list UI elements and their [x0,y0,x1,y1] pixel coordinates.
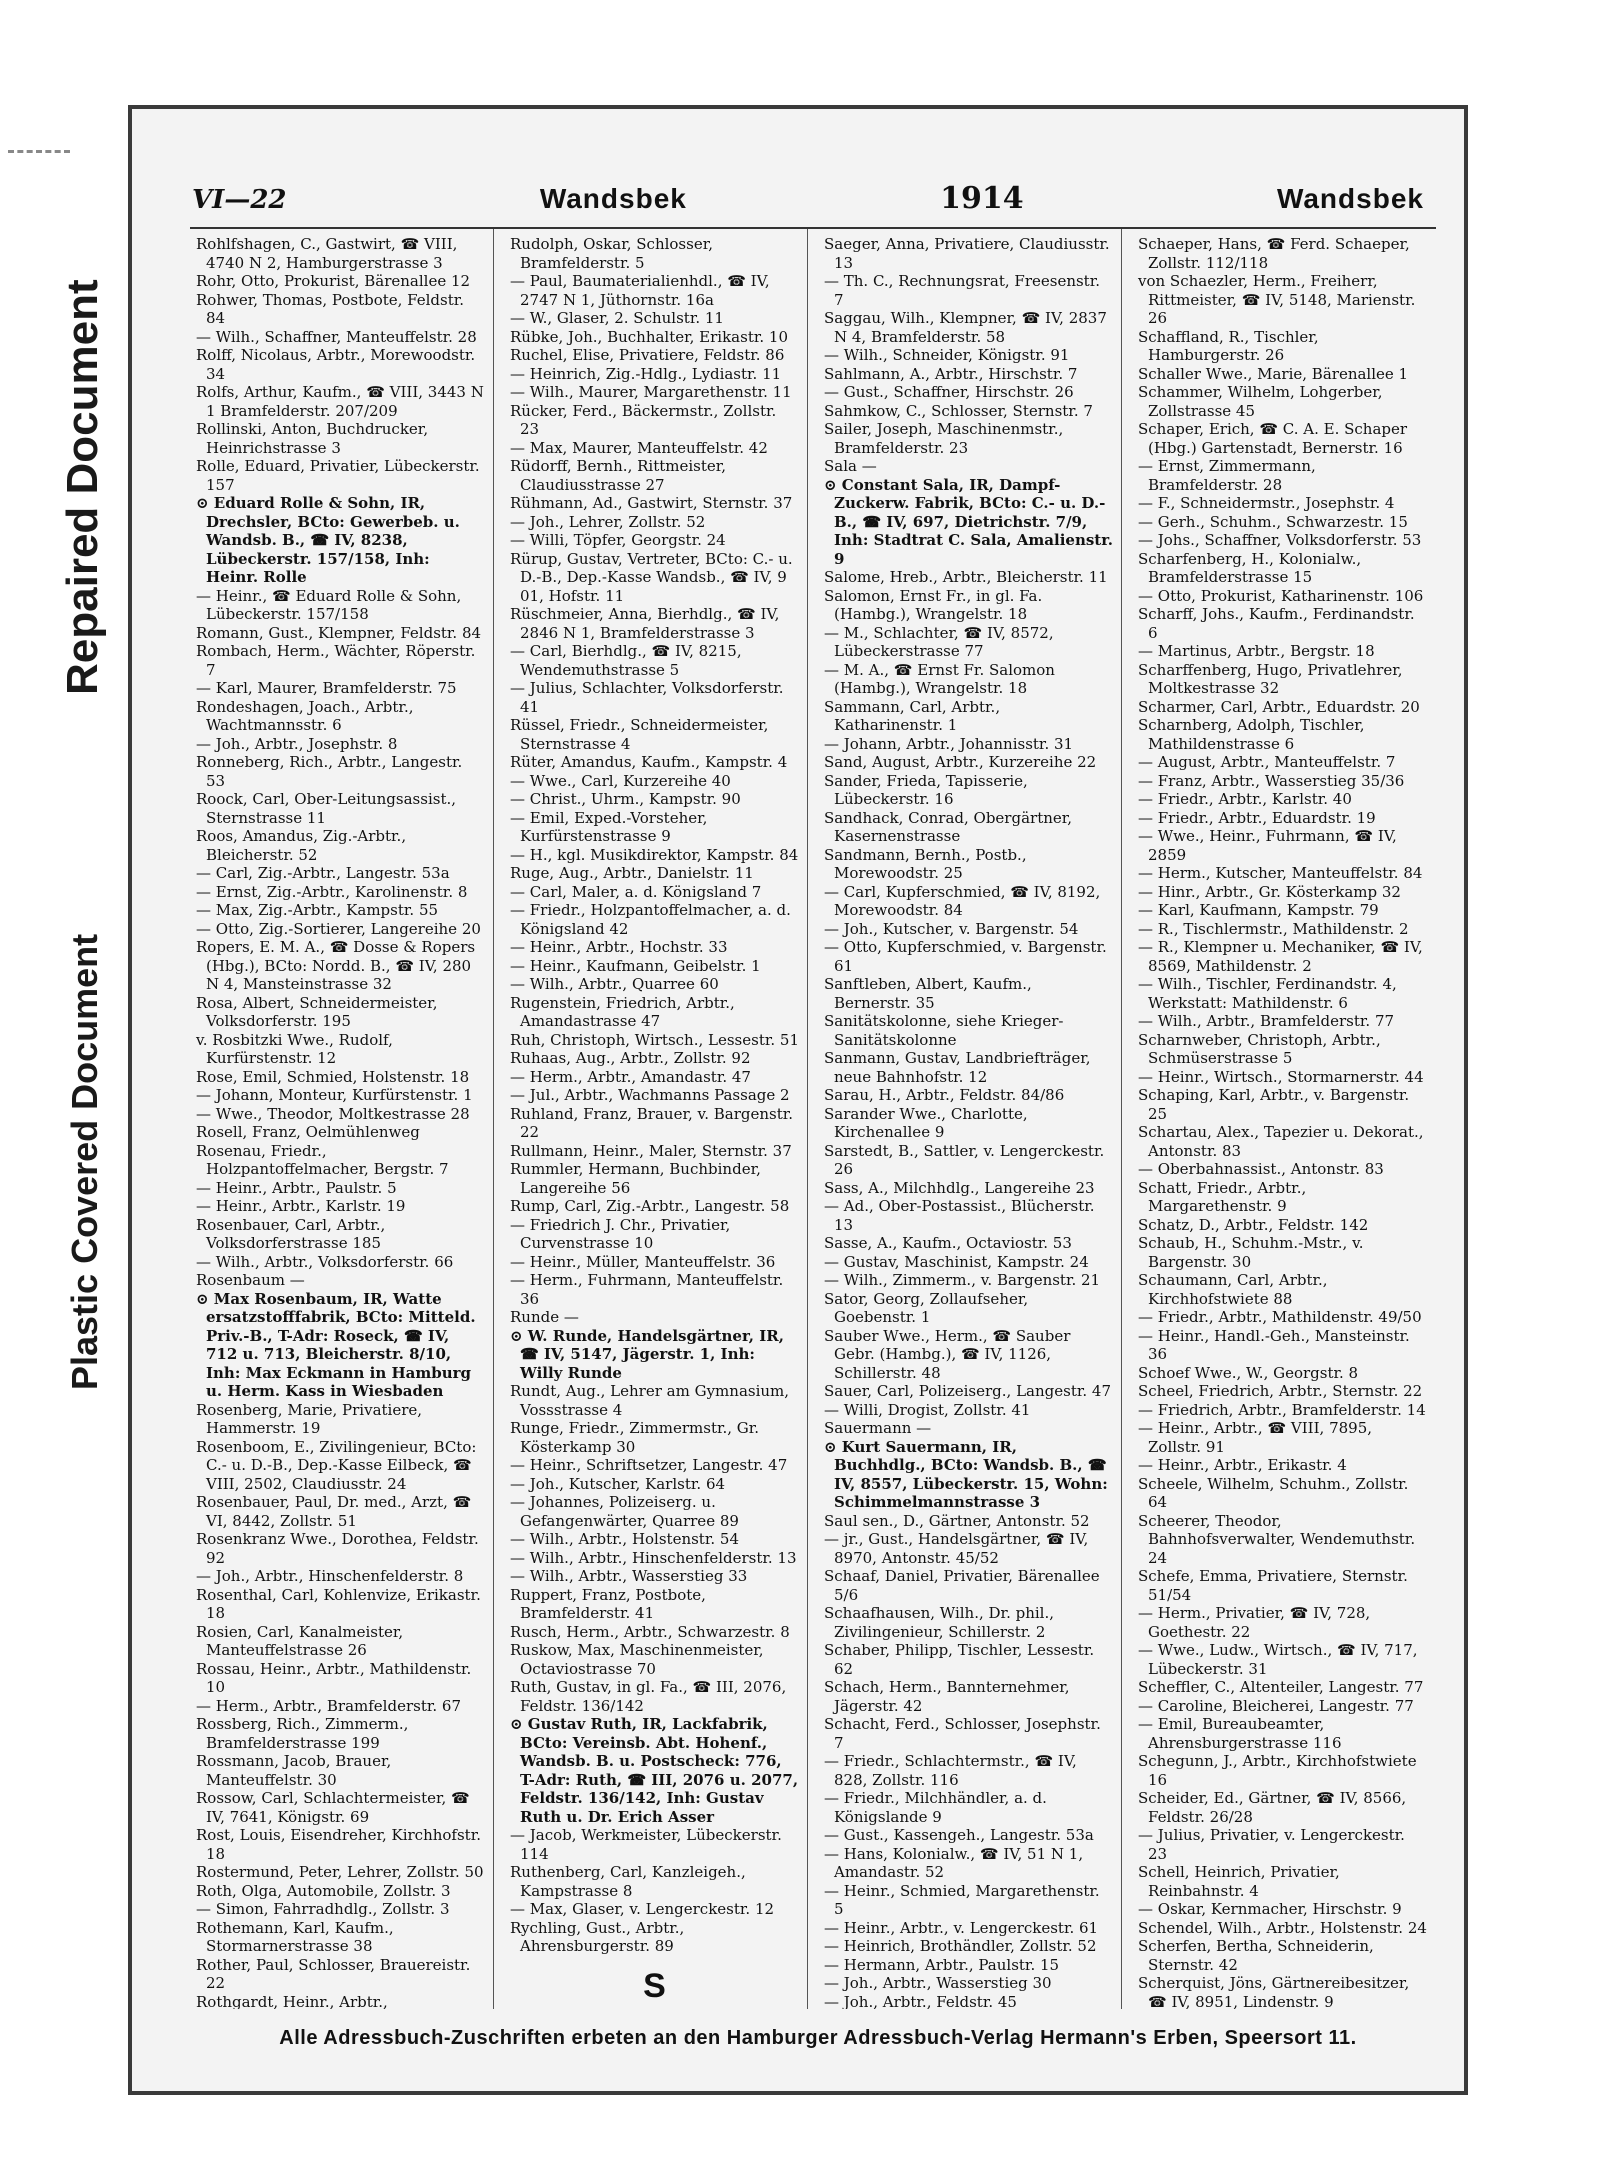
directory-entry: — Hinr., Arbtr., Gr. Kösterkamp 32 [1138,882,1401,901]
directory-entry: — Carl, Maler, a. d. Königsland 7 [510,882,762,901]
directory-entry: — Simon, Fahrradhdlg., Zollstr. 3 [196,1900,450,1918]
directory-entry: — Julius, Schlachter, Volksdorferstr. 41 [510,679,784,716]
directory-entry: — Johannes, Polizeiserg. u. Gefangenwärter, Quarree 89 [510,1493,739,1530]
directory-entry: — Willi, Drogist, Zollstr. 41 [824,1400,1031,1419]
directory-entry: Schammer, Wilhelm, Lohgerber, Zollstrasse 45 [1138,383,1383,420]
directory-entry: Schaper, Erich, ☎ C. A. E. Schaper (Hbg.) Gartenstadt, Bernerstr. 16 [1138,420,1408,457]
directory-entry: — Christ., Uhrm., Kampstr. 90 [510,790,741,808]
directory-entry: Rossau, Heinr., Arbtr., Mathildenstr. 10 [196,1659,472,1696]
directory-entry: Ruthenberg, Carl, Kanzleigeh., Kampstrasse 8 [510,1863,746,1900]
directory-entry: Scharff, Johs., Kaufm., Ferdinandstr. 6 [1138,605,1415,642]
directory-entry: Schoef Wwe., W., Georgstr. 8 [1138,1363,1359,1382]
directory-entry: ⊙ Eduard Rolle & Sohn, IR, Drechsler, BCto: Gewerbeb. u. Wandsb. B., ☎ IV, 8238, Lübeckerstr. 157/158, Inh: Heinr. Rolle [196,494,460,586]
directory-entry: — M. A., ☎ Ernst Fr. Salomon (Hambg.), Wrangelstr. 18 [824,660,1055,697]
directory-entry: — Herm., Fuhrmann, Manteuffelstr. 36 [510,1271,784,1308]
directory-entry: — Karl, Maurer, Bramfelderstr. 75 [196,679,457,697]
directory-entry: Roos, Amandus, Zig.-Arbtr., Bleicherstr. 52 [196,827,407,864]
directory-entry: Schaumann, Carl, Arbtr., Kirchhofstwiete 88 [1138,1271,1328,1308]
header-title-right: Wandsbek [1276,183,1424,214]
directory-entry: Ruge, Aug., Arbtr., Danielstr. 11 [510,864,754,882]
column-3 [818,229,1122,2009]
directory-entry: Rundt, Aug., Lehrer am Gymnasium, Vossstrasse 4 [510,1382,790,1419]
directory-entry: — Jul., Arbtr., Wachmanns Passage 2 [510,1086,790,1104]
directory-entry: — Heinr., Schriftsetzer, Langestr. 47 [510,1456,788,1474]
directory-entry: Runde — [510,1308,579,1326]
directory-entry: — Willi, Töpfer, Georgstr. 24 [510,531,726,549]
directory-entry: Ruhland, Franz, Brauer, v. Bargenstr. 22 [510,1104,794,1141]
directory-entry: — Max, Maurer, Manteuffelstr. 42 [510,438,768,457]
directory-entry: — Friedr., Arbtr., Mathildenstr. 49/50 [1138,1308,1422,1326]
directory-entry: — Johann, Arbtr., Johannisstr. 31 [824,734,1074,753]
directory-entry: Schaping, Karl, Arbtr., v. Bargenstr. 25 [1138,1086,1410,1123]
directory-entry: Scheel, Friedrich, Arbtr., Sternstr. 22 [1138,1382,1423,1400]
directory-entry: Scharmer, Carl, Arbtr., Eduardstr. 20 [1138,697,1420,716]
repaired-document-label: Repaired Document [58,279,107,695]
directory-entry: — Wilh., Arbtr., Bramfelderstr. 77 [1138,1012,1395,1030]
directory-entry: — Joh., Arbtr., Wasserstieg 30 [824,1974,1052,1992]
directory-entry: Romann, Gust., Klempner, Feldstr. 84 [196,623,482,642]
directory-entry: Schaeper, Hans, ☎ Ferd. Schaeper, Zollstr. 112/118 [1138,235,1410,272]
directory-entry: Roock, Carl, Ober-Leitungsassist., Sternstrasse 11 [196,790,457,827]
directory-entry: — Heinr., Kaufmann, Geibelstr. 1 [510,956,761,975]
directory-entry: Schaffland, R., Tischler, Hamburgerstr. 26 [1138,327,1319,364]
directory-entry: — Gerh., Schuhm., Schwarzestr. 15 [1138,512,1408,531]
directory-entry: — Hermann, Arbtr., Paulstr. 15 [824,1955,1060,1974]
directory-entry: — Joh., Arbtr., Feldstr. 45 [824,1992,1017,2009]
directory-entry: — Heinr., Arbtr., Paulstr. 5 [196,1178,397,1197]
column-4 [1132,229,1436,2009]
directory-entry: — Jacob, Werkmeister, Lübeckerstr. 114 [510,1826,782,1863]
directory-entry: Ruskow, Max, Maschinenmeister, Octaviostrasse 70 [510,1641,764,1678]
directory-entry: Rollinski, Anton, Buchdrucker, Heinrichstrasse 3 [196,420,429,457]
directory-entry: Saul sen., D., Gärtner, Antonstr. 52 [824,1511,1090,1530]
directory-entry: Rosenbaum — [196,1271,305,1289]
directory-entry: Sammann, Carl, Arbtr., Katharinenstr. 1 [824,697,1001,734]
directory-entry: Saggau, Wilh., Klempner, ☎ IV, 2837 N 4, Bramfelderstr. 58 [824,309,1107,346]
directory-entry: — Karl, Kaufmann, Kampstr. 79 [1138,901,1379,919]
directory-entry: Ruchel, Elise, Privatiere, Feldstr. 86 [510,346,785,364]
directory-entry: Sahlmann, A., Arbtr., Hirschstr. 7 [824,364,1078,383]
directory-entry: Rothgardt, Heinr., Arbtr., [196,1992,388,2009]
directory-entry: — W., Glaser, 2. Schulstr. 11 [510,309,724,327]
directory-entry: Schell, Heinrich, Privatier, Reinbahnstr. 4 [1138,1863,1340,1900]
directory-entry: Rose, Emil, Schmied, Holstenstr. 18 [196,1067,470,1086]
directory-entry: — Gust., Schaffner, Hirschstr. 26 [824,383,1074,401]
directory-entry: Schefe, Emma, Privatiere, Sternstr. 51/54 [1138,1567,1408,1604]
directory-entry: — H., kgl. Musikdirektor, Kampstr. 84 [510,845,799,864]
directory-entry: Salomon, Ernst Fr., in gl. Fa. (Hambg.), Wrangelstr. 18 [824,586,1043,623]
directory-entry: — Wilh., Arbtr., Holstenstr. 54 [510,1530,739,1548]
page-header [192,181,1424,223]
directory-entry: — Oberbahnassist., Antonstr. 83 [1138,1160,1384,1178]
directory-entry: Ropers, E. M. A., ☎ Dosse & Ropers (Hbg.), BCto: Nordd. B., ☎ IV, 280 N 4, Mansteinstrasse 32 [196,938,476,993]
directory-entry: Scharfenberg, H., Kolonialw., Bramfelderstrasse 15 [1138,549,1362,586]
directory-entry: Rost, Louis, Eisendreher, Kirchhofstr. 18 [196,1826,481,1863]
directory-entry: — Herm., Privatier, ☎ IV, 728, Goethestr. 22 [1138,1604,1371,1641]
directory-entry: Rothemann, Karl, Kaufm., Stormarnerstrasse 38 [196,1918,394,1955]
directory-entry: — Hans, Kolonialw., ☎ IV, 51 N 1, Amandastr. 52 [824,1844,1084,1881]
plastic-covered-label: Plastic Covered Document [64,933,105,1390]
page-number: VI—22 [192,185,287,215]
directory-entry: Sander, Frieda, Tapisserie, Lübeckerstr. 16 [824,771,1028,808]
directory-entry: — Carl, Zig.-Arbtr., Langestr. 53a [196,864,450,882]
directory-entry: — Wilh., Arbtr., Volksdorferstr. 66 [196,1252,454,1271]
directory-entry: Rosenbauer, Paul, Dr. med., Arzt, ☎ VI, 8442, Zollstr. 51 [196,1493,472,1530]
directory-entry: Rosell, Franz, Oelmühlenweg [196,1123,420,1141]
side-labels [30,120,120,1390]
directory-entry: Sarstedt, B., Sattler, v. Lengerckestr. 26 [824,1141,1105,1178]
directory-entry: — Wilh., Arbtr., Wasserstieg 33 [510,1567,748,1585]
directory-entry: — jr., Gust., Handelsgärtner, ☎ IV, 8970, Antonstr. 45/52 [824,1530,1089,1567]
directory-entry: — Friedr., Schlachtermstr., ☎ IV, 828, Zollstr. 116 [824,1752,1077,1789]
directory-entry: — Heinr., Handl.-Geh., Mansteinstr. 36 [1138,1326,1410,1363]
directory-entry: ⊙ Gustav Ruth, IR, Lackfabrik, BCto: Vereinsb. Abt. Hohenf., Wandsb. B. u. Postscheck: 776, T-Adr: Ruth, ☎ III, 2076 u. 2077, Feldstr. 136/142, Inh: Gustav Ruth u. Dr. Erich Asser [510,1715,799,1826]
directory-entry: — Heinr., Arbtr., ☎ VIII, 7895, Zollstr. 91 [1138,1419,1373,1456]
directory-entry: Schaaf, Daniel, Privatier, Bärenallee 5/6 [824,1567,1100,1604]
directory-entry: Runge, Friedr., Zimmermstr., Gr. Kösterkamp 30 [510,1419,760,1456]
directory-entry: Rosenkranz Wwe., Dorothea, Feldstr. 92 [196,1530,479,1567]
directory-entry: — Heinrich, Zig.-Hdlg., Lydiastr. 11 [510,364,782,383]
directory-entry: — Ad., Ober-Postassist., Blücherstr. 13 [824,1197,1095,1234]
directory-entry: Schaafhausen, Wilh., Dr. phil., Zivilingenieur, Schillerstr. 2 [824,1604,1055,1641]
directory-entry: Rüdorff, Bernh., Rittmeister, Claudiusstrasse 27 [510,457,727,494]
directory-entry: ⊙ W. Runde, Handelsgärtner, IR, ☎ IV, 5147, Jägerstr. 1, Inh: Willy Runde [510,1326,784,1382]
column-2 [504,229,808,2009]
directory-entry: — Heinr., Müller, Manteuffelstr. 36 [510,1252,776,1271]
directory-entry: Rudolph, Oskar, Schlosser, Bramfelderstr. 5 [510,235,713,272]
directory-entry: Rossow, Carl, Schlachtermeister, ☎ IV, 7641, Königstr. 69 [196,1789,470,1826]
directory-entry: Scheerer, Theodor, Bahnhofsverwalter, Wendemuthstr. 24 [1138,1511,1416,1567]
directory-entry: Rübke, Joh., Buchhalter, Erikastr. 10 [510,327,788,346]
directory-entry: Sanitätskolonne, siehe Krieger-Sanitätskolonne [824,1012,1064,1049]
directory-entry: — Friedrich, Arbtr., Bramfelderstr. 14 [1138,1400,1426,1419]
directory-entry: Rostermund, Peter, Lehrer, Zollstr. 50 [196,1863,484,1881]
directory-entry: Scheele, Wilhelm, Schuhm., Zollstr. 64 [1138,1474,1409,1511]
directory-entry: — Max, Glaser, v. Lengerckestr. 12 [510,1900,775,1918]
directory-entry: Rosenthal, Carl, Kohlenvize, Erikastr. 18 [196,1585,481,1622]
directory-entry: Rolfs, Arthur, Kaufm., ☎ VIII, 3443 N 1 Bramfelderstr. 207/209 [196,383,484,420]
directory-entry: Schendel, Wilh., Arbtr., Holstenstr. 24 [1138,1918,1427,1937]
directory-entry: Sailer, Joseph, Maschinenmstr., Bramfelderstr. 23 [824,420,1064,457]
directory-entry: — Wilh., Tischler, Ferdinandstr. 4, Werkstatt: Mathildenstr. 6 [1138,975,1397,1012]
directory-entry: — Heinr., Arbtr., Karlstr. 19 [196,1197,406,1215]
directory-entry: — Max, Zig.-Arbtr., Kampstr. 55 [196,901,439,919]
directory-entry: Scharnweber, Christoph, Arbtr., Schmüserstrasse 5 [1138,1030,1381,1067]
directory-entry: Rolle, Eduard, Privatier, Lübeckerstr. 157 [196,457,480,494]
directory-entry: — Heinr., Schmied, Margarethenstr. 5 [824,1881,1100,1918]
directory-entry: Sandmann, Bernh., Postb., Morewoodstr. 25 [824,845,1027,882]
header-title-left: Wandsbek [539,183,687,214]
directory-entry: — Wwe., Theodor, Moltkestrasse 28 [196,1104,470,1123]
directory-entry: — Heinr., Wirtsch., Stormarnerstr. 44 [1138,1067,1424,1086]
directory-entry: — Joh., Kutscher, v. Bargenstr. 54 [824,919,1079,938]
directory-entry: von Schaezler, Herm., Freiherr, Rittmeister, ☎ IV, 5148, Marienstr. 26 [1138,272,1416,327]
directory-entry: — Wilh., Arbtr., Quarree 60 [510,975,719,993]
directory-entry: — Carl, Bierhdlg., ☎ IV, 8215, Wendemuthstrasse 5 [510,642,742,679]
directory-entry: — Joh., Arbtr., Hinschenfelderstr. 8 [196,1567,464,1585]
directory-entry: Rosenbauer, Carl, Arbtr., Volksdorferstrasse 185 [196,1215,386,1252]
directory-entry: — Joh., Lehrer, Zollstr. 52 [510,512,706,531]
directory-entry: — R., Klempner u. Mechaniker, ☎ IV, 8569, Mathildenstr. 2 [1138,938,1423,975]
directory-entry: Rüssel, Friedr., Schneidermeister, Sternstrasse 4 [510,716,769,753]
directory-entry: ⊙ Max Rosenbaum, IR, Watte ersatzstofffabrik, BCto: Mitteld. Priv.-B., T-Adr: Roseck, ☎ IV, 712 u. 713, Bleicherstr. 8/10, Inh: Max Eckmann in Hamburg u. Herm. Kass in Wiesbaden [196,1289,476,1400]
directory-entry: — Caroline, Bleicherei, Langestr. 77 [1138,1696,1414,1715]
directory-entry: — F., Schneidermstr., Josephstr. 4 [1138,494,1395,512]
directory-entry: — Heinr., Arbtr., Erikastr. 4 [1138,1456,1347,1474]
directory-entry: — Otto, Prokurist, Katharinenstr. 106 [1138,586,1424,605]
directory-entry: Ruhaas, Aug., Arbtr., Zollstr. 92 [510,1049,751,1067]
directory-entry: Rother, Paul, Schlosser, Brauereistr. 22 [196,1955,471,1992]
directory-entry: Sand, August, Arbtr., Kurzereihe 22 [824,753,1097,771]
directory-entry: — Heinr., ☎ Eduard Rolle & Sohn, Lübeckerstr. 157/158 [196,586,462,623]
directory-entry: Rüschmeier, Anna, Bierhdlg., ☎ IV, 2846 N 1, Bramfelderstrasse 3 [510,605,780,642]
directory-entry: ⊙ Constant Sala, IR, Dampf-Zuckerw. Fabrik, BCto: C.- u. D.-B., ☎ IV, 697, Dietrichstr. 7/9, Inh: Stadtrat C. Sala, Amalienstr. 9 [824,475,1113,568]
directory-entry: Rüter, Amandus, Kaufm., Kampstr. 4 [510,753,788,771]
directory-entry: — Friedr., Milchhändler, a. d. Königslande 9 [824,1789,1047,1826]
directory-entry: — Heinr., Arbtr., Hochstr. 33 [510,938,728,956]
directory-entry: Rolff, Nicolaus, Arbtr., Morewoodstr. 34 [196,346,476,383]
directory-entry: — Herm., Kutscher, Manteuffelstr. 84 [1138,864,1423,882]
directory-entry: — Wilh., Zimmerm., v. Bargenstr. 21 [824,1271,1101,1289]
directory-entry: — Wilh., Schneider, Königstr. 91 [824,346,1070,364]
directory-entry: — Joh., Arbtr., Josephstr. 8 [196,734,398,753]
directory-entry: — Emil, Exped.-Vorsteher, Kurfürstenstrasse 9 [510,808,708,845]
directory-entry: Scheffler, C., Altenteiler, Langestr. 77 [1138,1678,1424,1696]
directory-entry: Rohr, Otto, Prokurist, Bärenallee 12 [196,272,471,290]
directory-entry: Schach, Herm., Bannternehmer, Jägerstr. 42 [824,1678,1070,1715]
directory-entry: — Wilh., Maurer, Margarethenstr. 11 [510,383,792,401]
directory-entry: Rombach, Herm., Wächter, Röperstr. 7 [196,642,476,679]
directory-entry: Sass, A., Milchhdlg., Langereihe 23 [824,1178,1095,1197]
directory-entry: Salome, Hreb., Arbtr., Bleicherstr. 11 [824,568,1108,586]
directory-page [128,105,1468,2095]
directory-entry: Rürup, Gustav, Vertreter, BCto: C.- u. D.-B., Dep.-Kasse Wandsb., ☎ IV, 9 01, Hofstr. 11 [510,549,793,605]
header-year: 1914 [940,181,1024,216]
directory-entry: — Johann, Monteur, Kurfürstenstr. 1 [196,1086,473,1104]
directory-entry: Rossberg, Rich., Zimmerm., Bramfelderstrasse 199 [196,1715,409,1752]
directory-entry: Schatz, D., Arbtr., Feldstr. 142 [1138,1215,1369,1234]
directory-entry: Rosenau, Friedr., Holzpantoffelmacher, Bergstr. 7 [196,1141,449,1178]
directory-entry: — Carl, Kupferschmied, ☎ IV, 8192, Morewoodstr. 84 [824,882,1101,919]
directory-entry: Rump, Carl, Zig.-Arbtr., Langestr. 58 [510,1197,790,1215]
directory-entry: Sator, Georg, Zollaufseher, Goebenstr. 1 [824,1289,1029,1326]
directory-entry: — Otto, Zig.-Sortierer, Langereihe 20 [196,919,481,938]
directory-entry: — Paul, Baumaterialienhdl., ☎ IV, 2747 N 1, Jüthornstr. 16a [510,272,770,309]
directory-entry: Schegunn, J., Arbtr., Kirchhofstwiete 16 [1138,1752,1417,1789]
directory-entry: — Friedr., Arbtr., Eduardstr. 19 [1138,808,1376,827]
directory-entry: — Herm., Arbtr., Amandastr. 47 [510,1067,751,1086]
directory-entry: Schaber, Philipp, Tischler, Lessestr. 62 [824,1641,1095,1678]
directory-entry: — R., Tischlermstr., Mathildenstr. 2 [1138,919,1409,938]
directory-entry: Rosien, Carl, Kanalmeister, Manteuffelstrasse 26 [196,1622,404,1659]
directory-entry: — Heinrich, Brothändler, Zollstr. 52 [824,1937,1097,1955]
directory-entry: Sauber Wwe., Herm., ☎ Sauber Gebr. (Hambg.), ☎ IV, 1126, Schillerstr. 48 [824,1326,1071,1382]
directory-entry: Sanftleben, Albert, Kaufm., Bernerstr. 35 [824,975,1032,1012]
directory-entry: Rosa, Albert, Schneidermeister, Volksdorferstr. 195 [196,993,438,1030]
directory-entry: Ronneberg, Rich., Arbtr., Langestr. 53 [196,753,463,790]
directory-entry: — Wwe., Carl, Kurzereihe 40 [510,771,731,790]
directory-entry: Schaller Wwe., Marie, Bärenallee 1 [1138,364,1409,383]
directory-entry: Sasse, A., Kaufm., Octaviostr. 53 [824,1234,1072,1252]
directory-entry: — Wwe., Ludw., Wirtsch., ☎ IV, 717, Lübeckerstr. 31 [1138,1641,1418,1678]
directory-entry: — Wilh., Schaffner, Manteuffelstr. 28 [196,327,477,346]
directory-entry: Sarau, H., Arbtr., Feldstr. 84/86 [824,1086,1065,1104]
directory-entry: — Th. C., Rechnungsrat, Freesenstr. 7 [824,272,1100,309]
directory-entry: Sanmann, Gustav, Landbriefträger, neue Bahnhofstr. 12 [824,1049,1091,1086]
directory-entry: — Friedrich J. Chr., Privatier, Curvenstrasse 10 [510,1215,731,1252]
directory-entry: — Gustav, Maschinist, Kampstr. 24 [824,1252,1089,1271]
directory-entry: — Martinus, Arbtr., Bergstr. 18 [1138,642,1375,660]
directory-entry: Schatt, Friedr., Arbtr., Margarethenstr. 9 [1138,1178,1307,1215]
directory-entry: — Gust., Kassengeh., Langestr. 53a [824,1826,1094,1844]
directory-entry: Ruppert, Franz, Postbote, Bramfelderstr. 41 [510,1585,706,1622]
directory-entry: — Herm., Arbtr., Bramfelderstr. 67 [196,1696,461,1715]
directory-entry: Sauer, Carl, Polizeiserg., Langestr. 47 [824,1382,1111,1400]
directory-entry: — Franz, Arbtr., Wasserstieg 35/36 [1138,771,1405,790]
directory-entry: Rullmann, Heinr., Maler, Sternstr. 37 [510,1141,792,1160]
directory-entry: Rossmann, Jacob, Brauer, Manteuffelstr. 30 [196,1752,392,1789]
directory-entry: — Friedr., Holzpantoffelmacher, a. d. Königsland 42 [510,901,791,938]
directory-entry: — Friedr., Arbtr., Karlstr. 40 [1138,790,1352,808]
directory-entry: Sarander Wwe., Charlotte, Kirchenallee 9 [824,1104,1028,1141]
directory-entry: Rychling, Gust., Arbtr., Ahrensburgerstr. 89 [510,1918,685,1955]
directory-entry: Scherfen, Bertha, Schneiderin, Sternstr. 42 [1138,1937,1374,1974]
directory-entry: — Johs., Schaffner, Volksdorferstr. 53 [1138,531,1422,549]
directory-columns [190,227,1436,2009]
directory-entry: — August, Arbtr., Manteuffelstr. 7 [1138,753,1396,771]
directory-entry: v. Rosbitzki Wwe., Rudolf, Kurfürstenstr. 12 [196,1030,393,1067]
page-footer: Alle Adressbuch-Zuschriften erbeten an den Hamburger Adressbuch-Verlag Hermann's Erben, Speersort 11. [279,2027,1357,2049]
directory-entry: — Wwe., Heinr., Fuhrmann, ☎ IV, 2859 [1138,827,1397,864]
directory-entry: — Ernst, Zimmermann, Bramfelderstr. 28 [1138,457,1316,494]
directory-entry: Ruh, Christoph, Wirtsch., Lessestr. 51 [510,1030,800,1049]
directory-entry: Rummler, Hermann, Buchbinder, Langereihe 56 [510,1160,761,1197]
directory-entry: Rohwer, Thomas, Postbote, Feldstr. 84 [196,290,465,327]
directory-entry: ⊙ Kurt Sauermann, IR, Buchhdlg., BCto: Wandsb. B., ☎ IV, 8557, Lübeckerstr. 15, Wohn: Schimmelmannstrasse 3 [824,1437,1108,1511]
directory-entry: Rühmann, Ad., Gastwirt, Sternstr. 37 [510,494,793,512]
directory-entry: — Emil, Bureaubeamter, Ahrensburgerstrasse 116 [1138,1715,1342,1752]
directory-entry: Ruth, Gustav, in gl. Fa., ☎ III, 2076, Feldstr. 136/142 [510,1678,787,1715]
directory-entry: — Heinr., Arbtr., v. Lengerckestr. 61 [824,1918,1099,1937]
directory-entry: — Julius, Privatier, v. Lengerckestr. 23 [1138,1826,1405,1863]
directory-entry: Scherquist, Jöns, Gärtnereibesitzer, ☎ IV, 8951, Lindenstr. 9 [1138,1974,1410,2009]
directory-entry: Roth, Olga, Automobile, Zollstr. 3 [196,1881,451,1900]
directory-entry: Rusch, Herm., Arbtr., Schwarzestr. 8 [510,1622,790,1641]
directory-entry: Scharffenberg, Hugo, Privatlehrer, Moltkestrasse 32 [1138,660,1403,697]
directory-entry: — Otto, Kupferschmied, v. Bargenstr. 61 [824,938,1107,975]
directory-entry: Sala — [824,457,877,475]
directory-entry: Saeger, Anna, Privatiere, Claudiusstr. 13 [824,235,1110,272]
column-1 [190,229,494,2009]
directory-entry: Schaub, H., Schuhm.-Mstr., v. Bargenstr. 30 [1138,1234,1364,1271]
directory-entry: Rücker, Ferd., Bäckermstr., Zollstr. 23 [510,401,777,438]
directory-entry: — Oskar, Kernmacher, Hirschstr. 9 [1138,1900,1402,1918]
directory-entry: Rondeshagen, Joach., Arbtr., Wachtmannsstr. 6 [196,697,414,734]
directory-entry: Schartau, Alex., Tapezier u. Dekorat., Antonstr. 83 [1138,1123,1424,1160]
directory-entry: — M., Schlachter, ☎ IV, 8572, Lübeckerstrasse 77 [824,623,1054,660]
directory-entry: Sahmkow, C., Schlosser, Sternstr. 7 [824,401,1093,420]
directory-entry: Rohlfshagen, C., Gastwirt, ☎ VIII, 4740 N 2, Hamburgerstrasse 3 [196,235,458,272]
directory-entry: Rosenboom, E., Zivilingenieur, BCto: C.- u. D.-B., Dep.-Kasse Eilbeck, ☎ VIII, 2502, Claudiusstr. 24 [196,1437,477,1493]
directory-entry: Rosenberg, Marie, Privatiere, Hammerstr. 19 [196,1400,423,1437]
section-letter: S [643,1966,666,2005]
directory-entry: — Ernst, Zig.-Arbtr., Karolinenstr. 8 [196,882,468,901]
directory-entry: Scheider, Ed., Gärtner, ☎ IV, 8566, Feldstr. 26/28 [1138,1789,1407,1826]
directory-entry: — Wilh., Arbtr., Hinschenfelderstr. 13 [510,1548,797,1567]
directory-entry: Sauermann — [824,1419,932,1437]
directory-entry: Schacht, Ferd., Schlosser, Josephstr. 7 [824,1715,1101,1752]
directory-entry: Scharnberg, Adolph, Tischler, Mathildenstrasse 6 [1138,716,1365,753]
directory-entry: Sandhack, Conrad, Obergärtner, Kasernenstrasse [824,808,1073,845]
directory-entry: — Joh., Kutscher, Karlstr. 64 [510,1474,726,1493]
directory-entry: Rugenstein, Friedrich, Arbtr., Amandastrasse 47 [510,993,735,1030]
